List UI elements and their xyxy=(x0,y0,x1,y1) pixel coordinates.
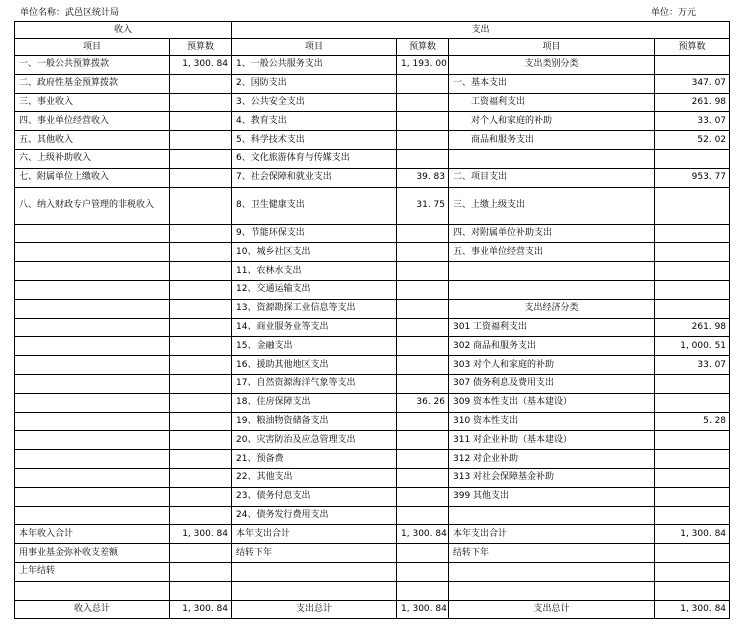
budget-table xyxy=(14,21,730,619)
table-row xyxy=(15,74,730,93)
category-item-cell xyxy=(449,506,655,525)
table-row xyxy=(15,262,730,281)
expense-budget-cell: 1, 300. 84 xyxy=(397,525,449,544)
income-budget-cell xyxy=(170,168,232,187)
category-item-cell: 310 资本性支出 xyxy=(449,412,655,431)
category-budget-cell xyxy=(655,506,730,525)
income-budget-cell xyxy=(170,224,232,243)
col-header-expense-item: 项目 xyxy=(232,39,397,56)
expense-item-cell: 10、城乡社区支出 xyxy=(232,243,397,262)
table-row xyxy=(15,112,730,131)
expense-section-header: 支出 xyxy=(232,22,730,39)
expense-item-cell xyxy=(232,581,397,600)
income-item-cell: 上年结转 xyxy=(15,562,170,581)
expense-budget-cell xyxy=(397,487,449,506)
income-budget-cell xyxy=(170,412,232,431)
expense-item-cell: 5、科学技术支出 xyxy=(232,131,397,150)
category-item-cell: 对个人和家庭的补助 xyxy=(449,112,655,131)
income-item-cell: 用事业基金弥补收支差额 xyxy=(15,544,170,563)
expense-budget-cell xyxy=(397,131,449,150)
expense-budget-cell: 1, 300. 84 xyxy=(397,600,449,619)
col-header-category-item: 项目 xyxy=(449,39,655,56)
category-item-cell: 结转下年 xyxy=(449,544,655,563)
income-budget-cell xyxy=(170,243,232,262)
expense-item-cell: 23、债务付息支出 xyxy=(232,487,397,506)
category-budget-cell xyxy=(655,374,730,393)
table-row xyxy=(15,374,730,393)
income-item-cell xyxy=(15,506,170,525)
category-item-cell xyxy=(449,280,655,299)
income-budget-cell: 1, 300. 84 xyxy=(170,56,232,75)
category-item-cell: 311 对企业补助（基本建设） xyxy=(449,431,655,450)
income-budget-cell: 1, 300. 84 xyxy=(170,525,232,544)
income-budget-cell xyxy=(170,262,232,281)
table-row xyxy=(15,337,730,356)
category-item-cell xyxy=(449,149,655,168)
category-budget-cell: 33. 07 xyxy=(655,356,730,375)
category-item-cell: 301 工资福利支出 xyxy=(449,318,655,337)
income-item-cell xyxy=(15,337,170,356)
expense-budget-cell xyxy=(397,224,449,243)
category-budget-cell xyxy=(655,562,730,581)
category-budget-cell xyxy=(655,393,730,412)
category-item-cell: 支出类别分类 xyxy=(449,56,655,75)
expense-budget-cell: 1, 193. 00 xyxy=(397,56,449,75)
expense-item-cell xyxy=(232,562,397,581)
table-row xyxy=(15,450,730,469)
expense-item-cell: 12、交通运输支出 xyxy=(232,280,397,299)
income-item-cell: 七、附属单位上缴收入 xyxy=(15,168,170,187)
table-row xyxy=(15,318,730,337)
expense-budget-cell xyxy=(397,299,449,318)
expense-item-cell: 本年支出合计 xyxy=(232,525,397,544)
income-item-cell xyxy=(15,431,170,450)
category-item-cell: 支出总计 xyxy=(449,600,655,619)
expense-item-cell: 4、教育支出 xyxy=(232,112,397,131)
table-row xyxy=(15,506,730,525)
expense-item-cell: 结转下年 xyxy=(232,544,397,563)
category-item-cell: 313 对社会保障基金补助 xyxy=(449,468,655,487)
category-item-cell: 307 债务利息及费用支出 xyxy=(449,374,655,393)
expense-budget-cell xyxy=(397,149,449,168)
category-item-cell: 五、事业单位经营支出 xyxy=(449,243,655,262)
category-budget-cell xyxy=(655,468,730,487)
category-budget-cell xyxy=(655,450,730,469)
income-item-cell xyxy=(15,450,170,469)
category-budget-cell xyxy=(655,581,730,600)
table-row xyxy=(15,581,730,600)
income-budget-cell xyxy=(170,112,232,131)
category-budget-cell: 347. 07 xyxy=(655,74,730,93)
table-row xyxy=(15,168,730,187)
expense-item-cell: 20、灾害防治及应急管理支出 xyxy=(232,431,397,450)
expense-item-cell: 15、金融支出 xyxy=(232,337,397,356)
category-budget-cell xyxy=(655,487,730,506)
table-row xyxy=(15,468,730,487)
category-budget-cell xyxy=(655,187,730,224)
expense-budget-cell xyxy=(397,337,449,356)
category-budget-cell xyxy=(655,149,730,168)
income-budget-cell xyxy=(170,581,232,600)
expense-item-cell: 3、公共安全支出 xyxy=(232,93,397,112)
category-item-cell xyxy=(449,581,655,600)
income-budget-cell xyxy=(170,149,232,168)
income-item-cell: 八、纳入财政专户管理的非税收入 xyxy=(15,187,170,224)
income-item-cell xyxy=(15,262,170,281)
expense-item-cell: 17、自然资源海洋气象等支出 xyxy=(232,374,397,393)
category-item-cell: 商品和服务支出 xyxy=(449,131,655,150)
table-row xyxy=(15,487,730,506)
income-item-cell xyxy=(15,299,170,318)
income-item-cell: 本年收入合计 xyxy=(15,525,170,544)
category-item-cell xyxy=(449,562,655,581)
category-budget-cell xyxy=(655,262,730,281)
expense-budget-cell xyxy=(397,562,449,581)
category-budget-cell: 1, 300. 84 xyxy=(655,525,730,544)
expense-item-cell: 2、国防支出 xyxy=(232,74,397,93)
table-row xyxy=(15,187,730,224)
income-item-cell xyxy=(15,374,170,393)
expense-item-cell: 19、粮油物资储备支出 xyxy=(232,412,397,431)
category-budget-cell xyxy=(655,56,730,75)
expense-budget-cell xyxy=(397,318,449,337)
income-item-cell xyxy=(15,224,170,243)
income-budget-cell xyxy=(170,74,232,93)
col-header-category-budget: 预算数 xyxy=(655,39,730,56)
expense-item-cell: 6、文化旅游体育与传媒支出 xyxy=(232,149,397,168)
table-row xyxy=(15,56,730,75)
expense-item-cell: 9、节能环保支出 xyxy=(232,224,397,243)
category-item-cell: 二、项目支出 xyxy=(449,168,655,187)
income-item-cell xyxy=(15,468,170,487)
category-item-cell: 399 其他支出 xyxy=(449,487,655,506)
expense-budget-cell xyxy=(397,280,449,299)
expense-budget-cell: 39. 83 xyxy=(397,168,449,187)
income-item-cell xyxy=(15,581,170,600)
category-item-cell: 本年支出合计 xyxy=(449,525,655,544)
expense-budget-cell xyxy=(397,93,449,112)
category-budget-cell: 261. 98 xyxy=(655,93,730,112)
category-item-cell: 312 对企业补助 xyxy=(449,450,655,469)
category-budget-cell xyxy=(655,299,730,318)
table-row xyxy=(15,544,730,563)
table-row xyxy=(15,525,730,544)
income-item-cell xyxy=(15,412,170,431)
expense-budget-cell xyxy=(397,262,449,281)
expense-item-cell: 8、卫生健康支出 xyxy=(232,187,397,224)
income-item-cell: 三、事业收入 xyxy=(15,93,170,112)
currency-unit: 单位：万元 xyxy=(650,8,696,18)
income-budget-cell xyxy=(170,431,232,450)
expense-budget-cell xyxy=(397,544,449,563)
table-row xyxy=(15,600,730,619)
income-budget-cell xyxy=(170,544,232,563)
income-item-cell xyxy=(15,243,170,262)
income-budget-cell xyxy=(170,468,232,487)
income-budget-cell xyxy=(170,356,232,375)
income-item-cell xyxy=(15,393,170,412)
table-row xyxy=(15,224,730,243)
income-section-header: 收入 xyxy=(15,22,232,39)
income-budget-cell xyxy=(170,337,232,356)
table-row xyxy=(15,131,730,150)
income-budget-cell xyxy=(170,131,232,150)
category-item-cell: 工资福利支出 xyxy=(449,93,655,112)
income-item-cell: 五、其他收入 xyxy=(15,131,170,150)
expense-budget-cell xyxy=(397,431,449,450)
table-row xyxy=(15,562,730,581)
category-item-cell: 一、基本支出 xyxy=(449,74,655,93)
income-budget-cell xyxy=(170,374,232,393)
income-budget-cell xyxy=(170,562,232,581)
expense-budget-cell xyxy=(397,74,449,93)
income-item-cell: 二、政府性基金预算拨款 xyxy=(15,74,170,93)
expense-budget-cell xyxy=(397,468,449,487)
expense-budget-cell: 36. 26 xyxy=(397,393,449,412)
category-item-cell: 309 资本性支出（基本建设） xyxy=(449,393,655,412)
category-budget-cell: 261. 98 xyxy=(655,318,730,337)
expense-budget-cell xyxy=(397,356,449,375)
income-item-cell xyxy=(15,318,170,337)
expense-item-cell: 21、预备费 xyxy=(232,450,397,469)
income-budget-cell xyxy=(170,280,232,299)
category-item-cell: 四、对附属单位补助支出 xyxy=(449,224,655,243)
category-item-cell xyxy=(449,262,655,281)
income-item-cell: 收入总计 xyxy=(15,600,170,619)
income-budget-cell xyxy=(170,187,232,224)
table-row xyxy=(15,412,730,431)
category-budget-cell: 5. 28 xyxy=(655,412,730,431)
category-budget-cell: 33. 07 xyxy=(655,112,730,131)
income-budget-cell xyxy=(170,393,232,412)
income-budget-cell xyxy=(170,318,232,337)
expense-budget-cell xyxy=(397,412,449,431)
expense-item-cell: 18、住房保障支出 xyxy=(232,393,397,412)
table-row xyxy=(15,243,730,262)
table-row xyxy=(15,280,730,299)
expense-budget-cell xyxy=(397,581,449,600)
category-item-cell: 支出经济分类 xyxy=(449,299,655,318)
col-header-income-budget: 预算数 xyxy=(170,39,232,56)
expense-item-cell: 22、其他支出 xyxy=(232,468,397,487)
expense-item-cell: 支出总计 xyxy=(232,600,397,619)
table-row xyxy=(15,299,730,318)
expense-budget-cell xyxy=(397,450,449,469)
income-budget-cell xyxy=(170,450,232,469)
income-item-cell: 六、上级补助收入 xyxy=(15,149,170,168)
category-budget-cell xyxy=(655,431,730,450)
category-budget-cell xyxy=(655,224,730,243)
expense-item-cell: 7、社会保障和就业支出 xyxy=(232,168,397,187)
expense-budget-cell xyxy=(397,243,449,262)
table-row xyxy=(15,149,730,168)
col-header-income-item: 项目 xyxy=(15,39,170,56)
income-item-cell xyxy=(15,356,170,375)
expense-item-cell: 11、农林水支出 xyxy=(232,262,397,281)
expense-item-cell: 14、商业服务业等支出 xyxy=(232,318,397,337)
income-item-cell xyxy=(15,487,170,506)
expense-item-cell: 24、债务发行费用支出 xyxy=(232,506,397,525)
unit-name: 单位名称：武邑区统计局 xyxy=(20,8,120,18)
category-budget-cell xyxy=(655,280,730,299)
income-budget-cell xyxy=(170,299,232,318)
table-row xyxy=(15,93,730,112)
category-budget-cell: 953. 77 xyxy=(655,168,730,187)
expense-item-cell: 16、援助其他地区支出 xyxy=(232,356,397,375)
category-item-cell: 三、上缴上级支出 xyxy=(449,187,655,224)
income-budget-cell xyxy=(170,93,232,112)
table-row xyxy=(15,393,730,412)
expense-item-cell: 1、一般公共服务支出 xyxy=(232,56,397,75)
category-budget-cell: 1, 300. 84 xyxy=(655,600,730,619)
category-budget-cell xyxy=(655,243,730,262)
expense-budget-cell xyxy=(397,374,449,393)
expense-budget-cell: 31. 75 xyxy=(397,187,449,224)
income-item-cell: 一、一般公共预算拨款 xyxy=(15,56,170,75)
table-row xyxy=(15,431,730,450)
income-budget-cell: 1, 300. 84 xyxy=(170,600,232,619)
income-item-cell: 四、事业单位经营收入 xyxy=(15,112,170,131)
category-item-cell: 303 对个人和家庭的补助 xyxy=(449,356,655,375)
table-row xyxy=(15,356,730,375)
category-budget-cell: 52. 02 xyxy=(655,131,730,150)
col-header-expense-budget: 预算数 xyxy=(397,39,449,56)
category-item-cell: 302 商品和服务支出 xyxy=(449,337,655,356)
expense-budget-cell xyxy=(397,112,449,131)
section-header-row xyxy=(15,22,730,39)
category-budget-cell xyxy=(655,544,730,563)
income-budget-cell xyxy=(170,487,232,506)
report-header xyxy=(14,6,736,20)
expense-item-cell: 13、资源勘探工业信息等支出 xyxy=(232,299,397,318)
expense-budget-cell xyxy=(397,506,449,525)
income-item-cell xyxy=(15,280,170,299)
column-header-row xyxy=(15,39,730,56)
income-budget-cell xyxy=(170,506,232,525)
category-budget-cell: 1, 000. 51 xyxy=(655,337,730,356)
